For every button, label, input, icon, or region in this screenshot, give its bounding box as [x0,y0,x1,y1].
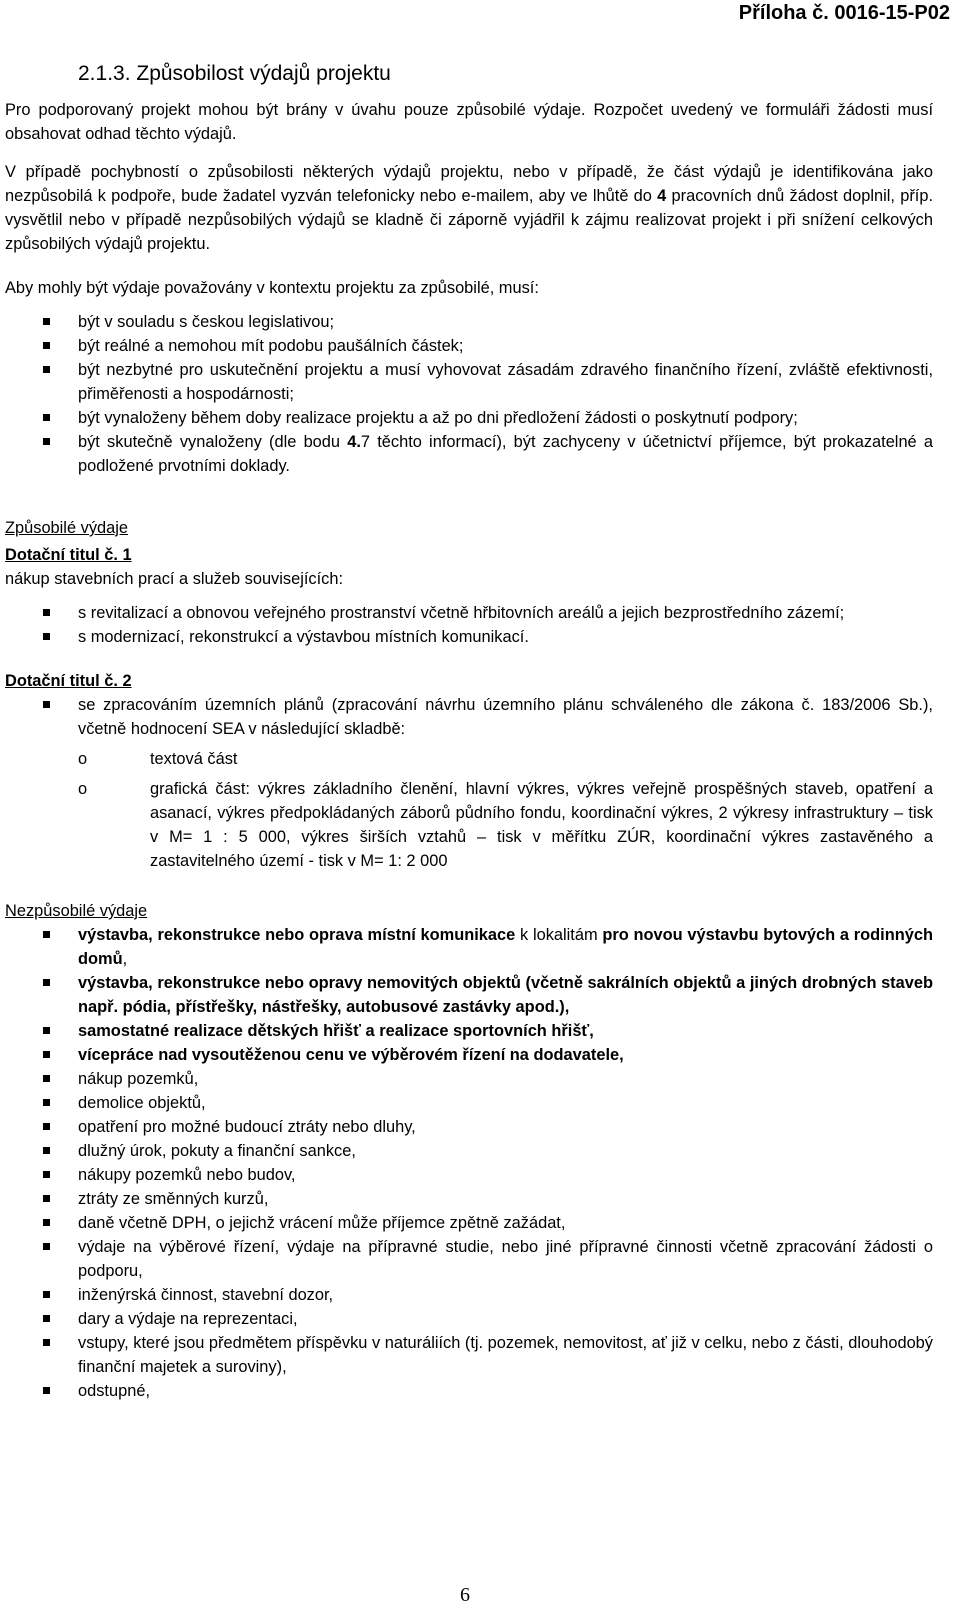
list-item: se zpracováním územních plánů (zpracování návrhu územního plánu schváleného dle zákona č. 183/2006 Sb.), včetně hodnocení SEA v následující skladbě: [5,693,933,741]
list-item: výdaje na výběrové řízení, výdaje na přípravné studie, nebo jiné přípravné činnosti včetně zpracování žádosti o podporu, [5,1235,933,1283]
list-item: být nezbytné pro uskutečnění projektu a musí vyhovovat zásadám zdravého finančního řízení, zvláště efektivnosti, přiměřenosti a hospodárnosti; [5,358,933,406]
circle-bullet: o [78,780,88,798]
section-title: 2.1.3. Způsobilost výdajů projektu [78,62,391,85]
eligible-heading: Způsobilé výdaje [5,519,129,537]
list-item: nákupy pozemků nebo budov, [5,1163,933,1187]
ineligible-heading: Nezpůsobilé výdaje [5,902,148,920]
list-item: vícepráce nad vysoutěženou cenu ve výběrovém řízení na dodavatele, [5,1043,933,1067]
ineligible-list [5,923,933,1403]
page-number: 6 [460,1584,470,1606]
list-item: výstavba, rekonstrukce nebo opravy nemovitých objektů (včetně sakrálních objektů a jiných drobných staveb např. pódia, přístřešky, nástřešky, autobusové zastávky apod.), [5,971,933,1019]
list-item: inženýrská činnost, stavební dozor, [5,1283,933,1307]
list-item: opatření pro možné budoucí ztráty nebo dluhy, [5,1115,933,1139]
title2-list [5,693,933,741]
list-item: ztráty ze směnných kurzů, [5,1187,933,1211]
list-item: samostatné realizace dětských hřišť a realizace sportovních hřišť, [5,1019,933,1043]
conditions-intro: Aby mohly být výdaje považovány v kontextu projektu za způsobilé, musí: [5,279,539,297]
title1-heading: Dotační titul č. 1 [5,546,132,564]
list-item: být reálné a nemohou mít podobu paušálních částek; [5,334,933,358]
list-item: být v souladu s českou legislativou; [5,310,933,334]
list-item: o textová část [5,747,933,771]
list-item: s revitalizací a obnovou veřejného prostranství včetně hřbitovních areálů a jejich bezprostředního zázemí; [5,601,933,625]
title2-sublist [5,747,933,873]
list-item: demolice objektů, [5,1091,933,1115]
list-item: o grafická část: výkres základního členění, hlavní výkres, výkres veřejně prospěšných staveb, opatření a asanací, výkres předpokládaných záborů půdního fondu, koordinační výkres, 2 výkresy infrastruktury – tisk v M= 1 : 5 000, výkres širších vztahů – tisk v měřítku ZÚR, koordinační výkres zastavěného a zastavitelného území - tisk v M= 1: 2 000 [5,777,933,873]
list-item: daně včetně DPH, o jejichž vrácení může příjemce zpětně zažádat, [5,1211,933,1235]
circle-bullet: o [78,750,88,768]
doubt-paragraph: V případě pochybností o způsobilosti některých výdajů projektu, nebo v případě, že část výdajů je identifikována jako nezpůsobilá k podpoře, bude žadatel vyzván telefonicky nebo e-mailem, aby ve lhůtě do 4 pracovních dnů žádost doplnil, příp. vysvětlil nebo v případě nezpůsobilých výdajů se kladně či záporně vyjádřil k zájmu realizovat projekt i při snížení celkových způsobilých výdajů projektu. [5,163,933,253]
title1-intro: nákup stavebních prací a služeb souvisejících: [5,570,344,588]
conditions-list [5,310,933,478]
list-item: odstupné, [5,1379,933,1403]
list-item: dlužný úrok, pokuty a finanční sankce, [5,1139,933,1163]
document-reference: Příloha č. 0016-15-P02 [738,2,950,24]
list-item: výstavba, rekonstrukce nebo oprava místní komunikace k lokalitám pro novou výstavbu bytových a rodinných domů, [5,923,933,971]
title2-heading: Dotační titul č. 2 [5,672,132,690]
list-item: dary a výdaje na reprezentaci, [5,1307,933,1331]
list-item: být vynaloženy během doby realizace projektu a až po dni předložení žádosti o poskytnutí podpory; [5,406,933,430]
list-item: nákup pozemků, [5,1067,933,1091]
intro-paragraph: Pro podporovaný projekt mohou být brány v úvahu pouze způsobilé výdaje. Rozpočet uvedený ve formuláři žádosti musí obsahovat odhad těchto výdajů. [5,101,933,143]
list-item: vstupy, které jsou předmětem příspěvku v naturáliích (tj. pozemek, nemovitost, ať již v celku, nebo z části, dlouhodobý finanční majetek a suroviny), [5,1331,933,1379]
list-item: být skutečně vynaloženy (dle bodu 4.7 těchto informací), být zachyceny v účetnictví příjemce, být prokazatelné a podložené prvotními doklady. [5,430,933,478]
document-body [5,60,933,1403]
title1-list [5,601,933,649]
list-item: s modernizací, rekonstrukcí a výstavbou místních komunikací. [5,625,933,649]
